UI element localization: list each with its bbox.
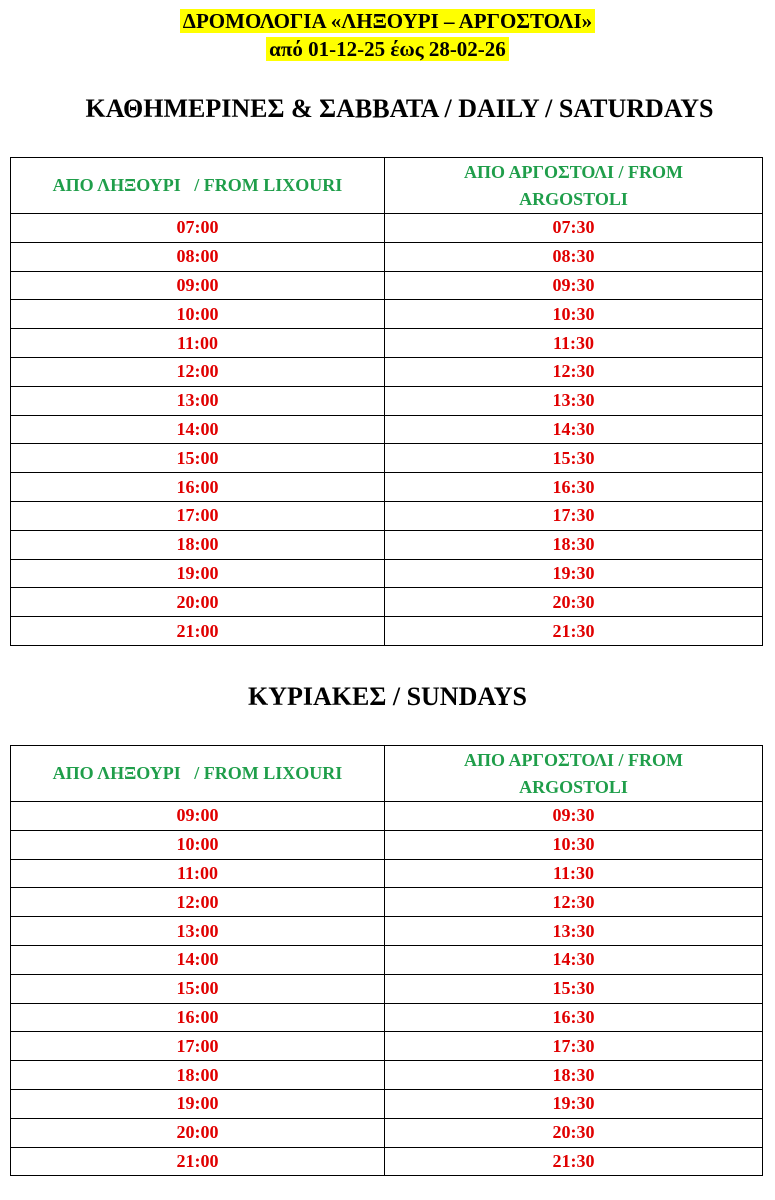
- departure-time-argostoli: 20:30: [385, 1118, 763, 1147]
- table-row: [11, 214, 763, 243]
- departure-time-lixouri: 17:00: [11, 1032, 385, 1061]
- table-row: [11, 830, 763, 859]
- departure-time-lixouri: 17:00: [11, 501, 385, 530]
- departure-time-lixouri: 21:00: [11, 1147, 385, 1176]
- departure-time-argostoli: 15:30: [385, 974, 763, 1003]
- table-row: [11, 415, 763, 444]
- departure-time-lixouri: 21:00: [11, 617, 385, 646]
- departure-time-argostoli: 14:30: [385, 415, 763, 444]
- table-row: [11, 888, 763, 917]
- table-row: [11, 1061, 763, 1090]
- departure-time-argostoli: 20:30: [385, 588, 763, 617]
- schedule-title: [0, 8, 775, 34]
- table-row: [11, 1147, 763, 1176]
- table-header-row: [11, 746, 763, 802]
- departure-time-argostoli: 11:30: [385, 329, 763, 358]
- departure-time-argostoli: 21:30: [385, 617, 763, 646]
- departure-time-lixouri: 07:00: [11, 214, 385, 243]
- departure-time-lixouri: 14:00: [11, 945, 385, 974]
- col-header-from-argostoli: ΑΠΟ ΑΡΓΟΣΤΟΛΙ / FROM ARGOSTOLI: [385, 746, 763, 802]
- table-row: [11, 1118, 763, 1147]
- table-row: [11, 386, 763, 415]
- table-row: [11, 1089, 763, 1118]
- departure-time-argostoli: 18:30: [385, 530, 763, 559]
- departure-time-lixouri: 13:00: [11, 386, 385, 415]
- departure-time-lixouri: 19:00: [11, 559, 385, 588]
- departure-time-lixouri: 16:00: [11, 473, 385, 502]
- departure-time-argostoli: 07:30: [385, 214, 763, 243]
- table-row: [11, 945, 763, 974]
- departure-time-argostoli: 09:30: [385, 271, 763, 300]
- weekday-timetable: [10, 157, 763, 646]
- col-header-from-lixouri: ΑΠΟ ΛΗΞΟΥΡΙ / FROM LIXOURI: [11, 158, 385, 214]
- table-row: [11, 530, 763, 559]
- departure-time-argostoli: 17:30: [385, 501, 763, 530]
- departure-time-lixouri: 18:00: [11, 1061, 385, 1090]
- departure-time-lixouri: 15:00: [11, 444, 385, 473]
- departure-time-lixouri: 11:00: [11, 859, 385, 888]
- departure-time-lixouri: 09:00: [11, 271, 385, 300]
- departure-time-argostoli: 13:30: [385, 917, 763, 946]
- departure-time-lixouri: 12:00: [11, 357, 385, 386]
- validity-period: [0, 36, 775, 62]
- departure-time-argostoli: 17:30: [385, 1032, 763, 1061]
- table-row: [11, 329, 763, 358]
- table-row: [11, 357, 763, 386]
- validity-period-text: από 01-12-25 έως 28-02-26: [266, 37, 509, 61]
- table-row: [11, 242, 763, 271]
- sunday-rows: [11, 802, 763, 1176]
- sunday-section-title: ΚΥΡΙΑΚΕΣ / SUNDAYS: [248, 682, 527, 711]
- departure-time-argostoli: 18:30: [385, 1061, 763, 1090]
- departure-time-argostoli: 12:30: [385, 357, 763, 386]
- col-header-from-argostoli: ΑΠΟ ΑΡΓΟΣΤΟΛΙ / FROM ARGOSTOLI: [385, 158, 763, 214]
- sunday-timetable: [10, 745, 763, 1176]
- departure-time-argostoli: 10:30: [385, 300, 763, 329]
- departure-time-lixouri: 20:00: [11, 1118, 385, 1147]
- table-row: [11, 974, 763, 1003]
- weekday-rows: [11, 214, 763, 646]
- departure-time-argostoli: 12:30: [385, 888, 763, 917]
- departure-time-argostoli: 16:30: [385, 473, 763, 502]
- table-row: [11, 588, 763, 617]
- departure-time-lixouri: 20:00: [11, 588, 385, 617]
- table-row: [11, 917, 763, 946]
- departure-time-argostoli: 09:30: [385, 802, 763, 831]
- table-row: [11, 802, 763, 831]
- departure-time-lixouri: 12:00: [11, 888, 385, 917]
- table-row: [11, 617, 763, 646]
- departure-time-argostoli: 11:30: [385, 859, 763, 888]
- table-row: [11, 859, 763, 888]
- table-row: [11, 559, 763, 588]
- departure-time-lixouri: 19:00: [11, 1089, 385, 1118]
- departure-time-argostoli: 16:30: [385, 1003, 763, 1032]
- departure-time-argostoli: 19:30: [385, 559, 763, 588]
- departure-time-argostoli: 08:30: [385, 242, 763, 271]
- col-header-from-lixouri: ΑΠΟ ΛΗΞΟΥΡΙ / FROM LIXOURI: [11, 746, 385, 802]
- table-row: [11, 271, 763, 300]
- departure-time-argostoli: 10:30: [385, 830, 763, 859]
- departure-time-lixouri: 14:00: [11, 415, 385, 444]
- table-row: [11, 1032, 763, 1061]
- table-row: [11, 473, 763, 502]
- departure-time-argostoli: 21:30: [385, 1147, 763, 1176]
- table-row: [11, 1003, 763, 1032]
- departure-time-lixouri: 10:00: [11, 830, 385, 859]
- table-row: [11, 501, 763, 530]
- departure-time-lixouri: 10:00: [11, 300, 385, 329]
- departure-time-lixouri: 11:00: [11, 329, 385, 358]
- departure-time-lixouri: 15:00: [11, 974, 385, 1003]
- departure-time-argostoli: 15:30: [385, 444, 763, 473]
- departure-time-lixouri: 09:00: [11, 802, 385, 831]
- table-row: [11, 300, 763, 329]
- departure-time-argostoli: 19:30: [385, 1089, 763, 1118]
- departure-time-argostoli: 14:30: [385, 945, 763, 974]
- departure-time-lixouri: 13:00: [11, 917, 385, 946]
- weekday-section-title: ΚΑΘΗΜΕΡΙΝΕΣ & ΣΑΒΒΑΤΑ / DAILY / SATURDAYS: [85, 94, 714, 123]
- schedule-title-text: ΔΡΟΜΟΛΟΓΙΑ «ΛΗΞΟΥΡΙ – ΑΡΓΟΣΤΟΛΙ»: [180, 9, 595, 33]
- table-header-row: [11, 158, 763, 214]
- departure-time-lixouri: 16:00: [11, 1003, 385, 1032]
- departure-time-lixouri: 18:00: [11, 530, 385, 559]
- departure-time-lixouri: 08:00: [11, 242, 385, 271]
- table-row: [11, 444, 763, 473]
- departure-time-argostoli: 13:30: [385, 386, 763, 415]
